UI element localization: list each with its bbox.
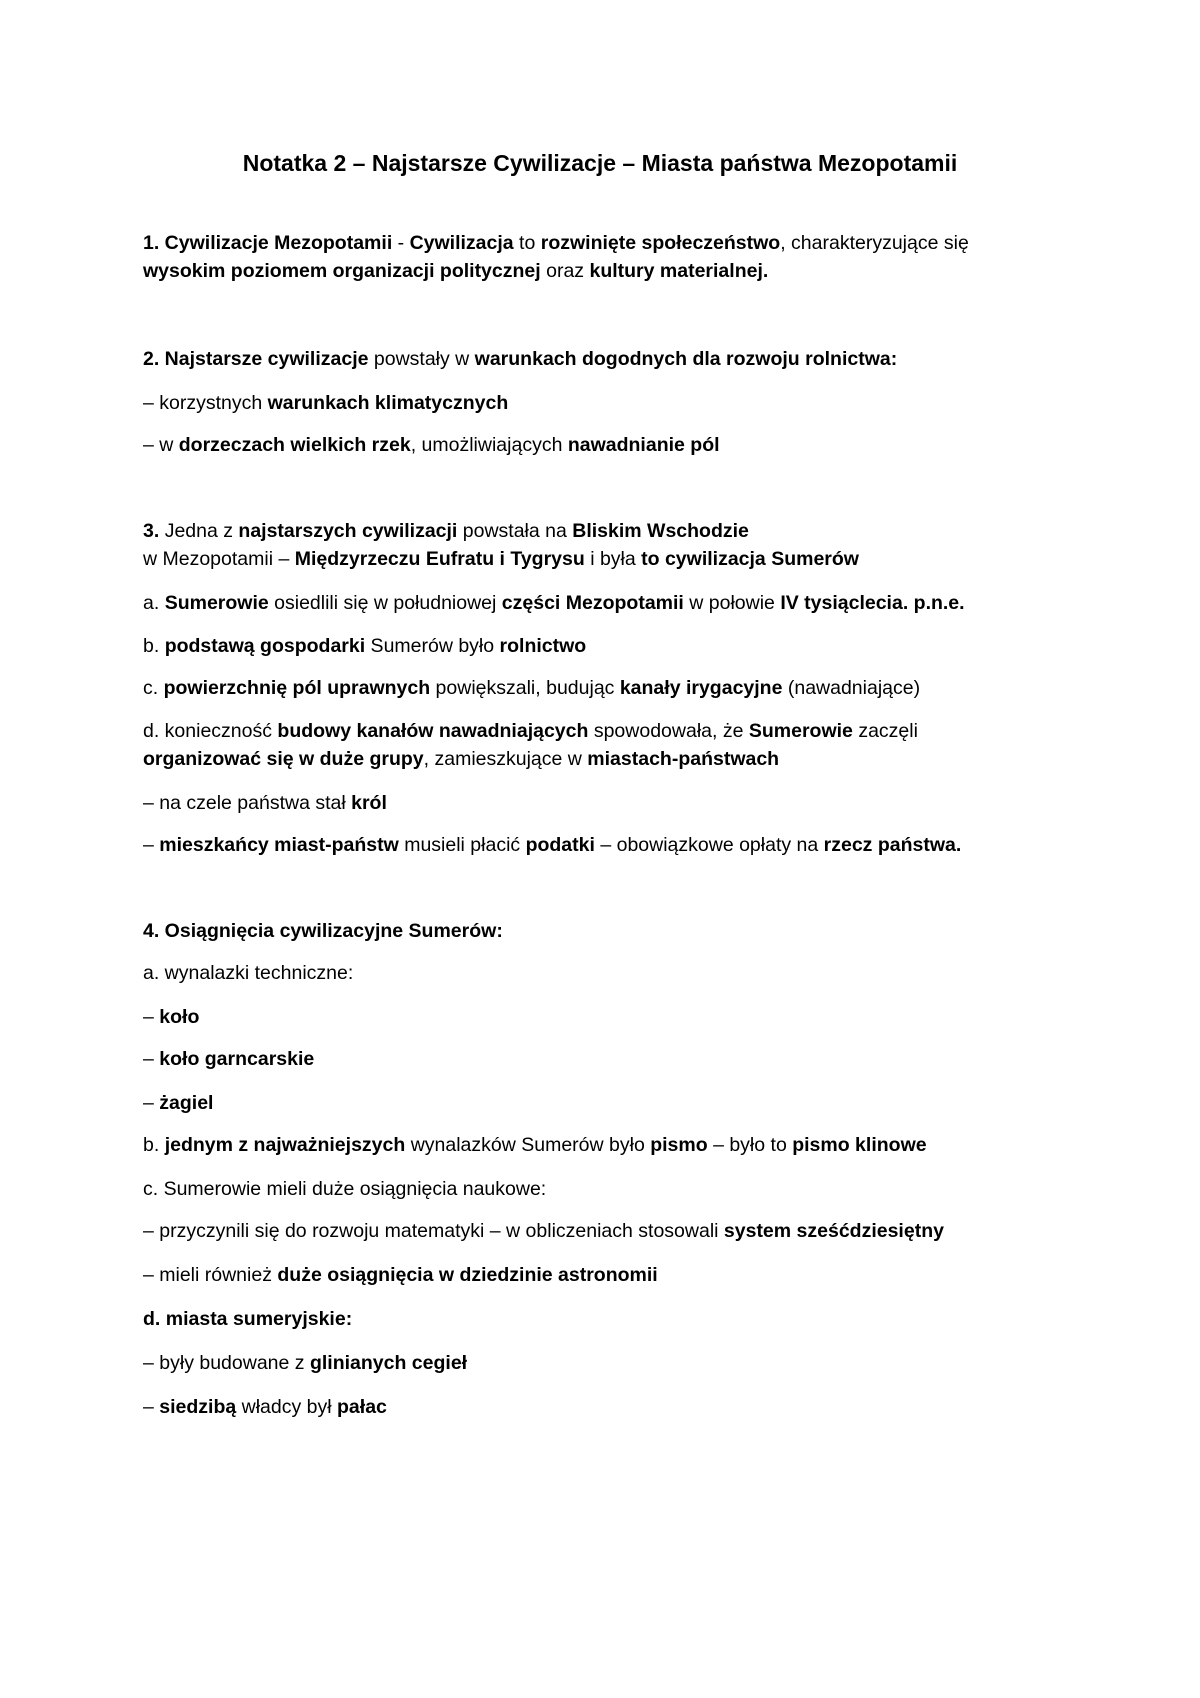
bold-text: kultury materialnej. [589,260,769,282]
text-segment: – [143,1092,160,1114]
text-segment: oraz [540,260,590,282]
bold-text: najstarszych cywilizacji [238,520,458,542]
bold-text: rozwinięte społeczeństwo [540,232,781,254]
text-segment: Sumerów było [365,635,500,657]
text-segment: w Mezopotamii – [143,548,295,570]
text-line [143,230,969,256]
bold-text: podstawą gospodarki [164,635,366,657]
bold-text: żagiel [159,1092,214,1114]
text-segment: i była [584,548,642,570]
text-segment: zaczęli [852,720,918,742]
text-line [143,1090,213,1116]
bold-text: pałac [337,1396,387,1418]
bold-text: rolnictwo [499,635,587,657]
bold-text: system sześćdziesiętny [723,1220,944,1242]
text-segment: , umożliwiających [410,434,568,456]
bold-text: koło garncarskie [159,1048,315,1070]
text-segment: c. Sumerowie mieli duże osiągnięcia naukowe: [143,1178,547,1200]
bold-text: siedzibą [159,1396,237,1418]
text-line [143,432,720,458]
bold-text: pismo [650,1134,708,1156]
text-segment: powstała na [457,520,573,542]
text-line [143,546,859,572]
text-line [143,832,961,858]
bold-text: IV tysiąclecia. p.n.e. [780,592,965,614]
text-segment: – [143,1006,160,1028]
bold-text: d. miasta sumeryjskie: [143,1308,353,1330]
bold-text: wysokim poziomem organizacji politycznej [143,260,541,282]
text-line [143,390,508,416]
text-line [143,1394,387,1420]
bold-text: król [351,792,387,814]
bold-text: koło [159,1006,200,1028]
text-segment: to [513,232,541,254]
text-segment: b. [143,1134,165,1156]
bold-text: 4. Osiągnięcia cywilizacyjne Sumerów: [143,920,503,942]
bold-text: Sumerowie [164,592,269,614]
text-line [143,960,353,986]
bold-text: podatki [525,834,595,856]
bold-text: organizować się w duże grupy [143,748,424,770]
text-segment: , charakteryzujące się [780,232,969,254]
text-segment: powiększali, budując [430,677,620,699]
text-line [143,258,768,284]
text-segment: – [143,834,160,856]
bold-text: warunkach klimatycznych [267,392,509,414]
text-line [143,633,586,659]
text-segment: – [143,1396,160,1418]
text-line [143,1306,352,1332]
text-segment: musieli płacić [398,834,526,856]
text-line [143,1046,314,1072]
text-segment: c. [143,677,164,699]
document-title: Notatka 2 – Najstarsze Cywilizacje – Miasta państwa Mezopotamii [242,150,958,176]
bold-text: pismo klinowe [792,1134,927,1156]
bold-text: 2. Najstarsze cywilizacje [143,348,369,370]
bold-text: miastach-państwach [587,748,780,770]
bold-text: warunkach dogodnych dla rozwoju rolnictwa: [474,348,898,370]
text-segment: – [143,1048,160,1070]
text-segment: – było to [707,1134,793,1156]
bold-text: Bliskim Wschodzie [572,520,749,542]
text-segment: – mieli również [143,1264,278,1286]
text-segment: a. wynalazki techniczne: [143,962,354,984]
bold-text: powierzchnię pól uprawnych [163,677,431,699]
bold-text: nawadnianie pól [567,434,720,456]
text-segment: d. konieczność [143,720,278,742]
bold-text: rzecz państwa. [823,834,962,856]
text-line [143,1350,467,1376]
text-segment: – przyczynili się do rozwoju matematyki – w obliczeniach stosowali [143,1220,724,1242]
text-segment: , zamieszkujące w [423,748,588,770]
text-segment: – były budowane z [143,1352,310,1374]
bold-text: kanały irygacyjne [619,677,783,699]
bold-text: budowy kanałów nawadniających [277,720,589,742]
text-segment: Jedna z [164,520,239,542]
text-line [143,1132,927,1158]
text-segment: – korzystnych [143,392,268,414]
text-line [143,1218,944,1244]
text-segment: – w [143,434,179,456]
text-segment: wynalazków Sumerów było [405,1134,651,1156]
text-line [143,790,387,816]
text-line [143,1176,546,1202]
bold-text: mieszkańcy miast-państw [159,834,399,856]
bold-text: duże osiągnięcia w dziedzinie astronomii [277,1264,658,1286]
text-segment: spowodowała, że [588,720,749,742]
bold-text: Cywilizacja [409,232,514,254]
text-line [143,518,749,544]
bold-text: jednym z najważniejszych [164,1134,406,1156]
bold-text: części Mezopotamii [501,592,684,614]
text-segment: b. [143,635,165,657]
bold-text: 1. Cywilizacje Mezopotamii [143,232,393,254]
text-line [143,346,897,372]
text-line [143,1004,199,1030]
text-segment: władcy był [236,1396,338,1418]
bold-text: to cywilizacja Sumerów [641,548,859,570]
text-line [143,918,503,944]
bold-text: 3. [143,520,165,542]
text-segment: – obowiązkowe opłaty na [594,834,824,856]
text-line [143,718,918,744]
text-segment: w połowie [683,592,781,614]
text-segment: osiedlili się w południowej [268,592,502,614]
text-segment: - [392,232,410,254]
text-segment: powstały w [368,348,475,370]
text-segment: a. [143,592,165,614]
text-segment: (nawadniające) [782,677,921,699]
text-line [143,590,965,616]
bold-text: glinianych cegieł [309,1352,468,1374]
bold-text: Międzyrzeczu Eufratu i Tygrysu [294,548,585,570]
bold-text: dorzeczach wielkich rzek [178,434,411,456]
bold-text: Sumerowie [748,720,853,742]
text-line [143,1262,658,1288]
text-line [143,746,779,772]
text-line [143,675,920,701]
text-segment: – na czele państwa stał [143,792,352,814]
